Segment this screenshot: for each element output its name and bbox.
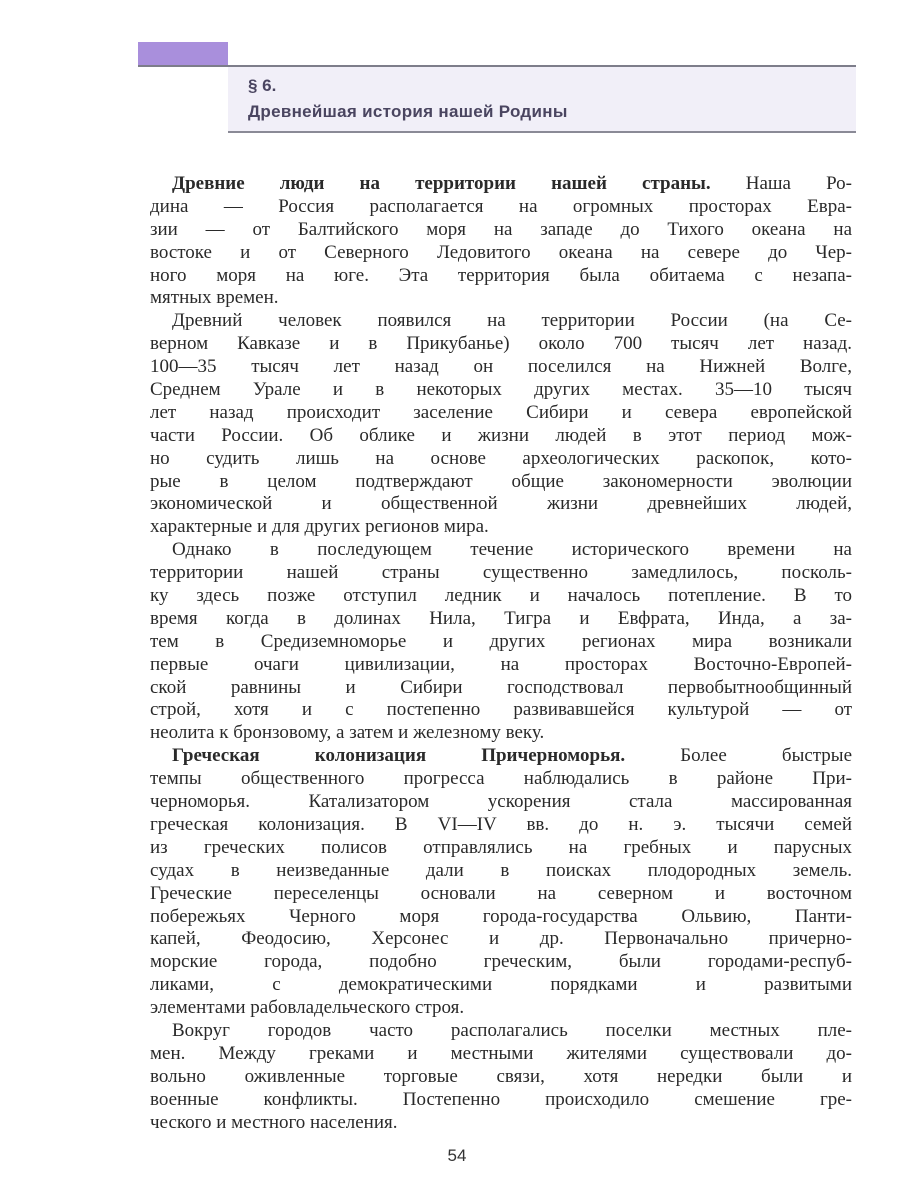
text-line bbox=[150, 493, 852, 516]
text-line bbox=[150, 837, 852, 860]
text-line bbox=[150, 196, 852, 219]
text-line bbox=[150, 1066, 852, 1089]
line-text: ного моря на юге. Эта территория была обитаема с незапа- bbox=[150, 264, 852, 286]
text-line bbox=[150, 1089, 852, 1112]
line-text: морские города, подобно греческим, были городами-респуб- bbox=[150, 951, 852, 973]
text-line bbox=[150, 287, 852, 310]
line-text: характерные и для других регионов мира. bbox=[150, 516, 489, 538]
text-line bbox=[150, 791, 852, 814]
line-text: ликами, с демократическими порядками и развитыми bbox=[150, 974, 852, 996]
line-text: из греческих полисов отправлялись на гребных и парусных bbox=[150, 836, 852, 858]
line-text: ку здесь позже отступил ледник и началось потепление. В то bbox=[150, 585, 852, 607]
header-rule-bottom bbox=[228, 131, 856, 133]
line-text: ской равнины и Сибири господствовал первобытнообщинный bbox=[150, 676, 852, 698]
line-text: ческого и местного населения. bbox=[150, 1111, 398, 1133]
text-line bbox=[150, 608, 852, 631]
text-line bbox=[150, 310, 852, 333]
line-text: черноморья. Катализатором ускорения стала массированная bbox=[150, 791, 852, 813]
text-line bbox=[150, 997, 852, 1020]
body-text bbox=[150, 173, 852, 1134]
text-line bbox=[150, 722, 852, 745]
text-line bbox=[150, 928, 852, 951]
text-line bbox=[150, 699, 852, 722]
text-line bbox=[150, 379, 852, 402]
line-text: Вокруг городов часто располагались поселки местных пле- bbox=[172, 1019, 852, 1041]
page-number: 54 bbox=[447, 1146, 467, 1165]
text-line bbox=[150, 448, 852, 471]
line-text: неолита к бронзовому, а затем и железному веку. bbox=[150, 722, 545, 744]
line-text: Однако в последующем течение исторического времени на bbox=[172, 539, 852, 561]
text-line bbox=[150, 1112, 852, 1135]
paragraph bbox=[150, 1020, 852, 1134]
text-line bbox=[150, 677, 852, 700]
line-text: рые в целом подтверждают общие закономерности эволюции bbox=[150, 470, 852, 492]
line-text: дина — Россия располагается на огромных просторах Евра- bbox=[150, 195, 852, 217]
paragraph-lead: Греческая колонизация Причерноморья. bbox=[172, 745, 626, 767]
line-text: Греческие переселенцы основали на северном и восточном bbox=[150, 882, 852, 904]
section-title: Древнейшая история нашей Родины bbox=[248, 102, 568, 121]
text-line bbox=[150, 654, 852, 677]
text-line bbox=[150, 1043, 852, 1066]
section-color-tab bbox=[138, 42, 228, 66]
line-text: части России. Об облике и жизни людей в этот период мож- bbox=[150, 424, 852, 446]
line-text: но судить лишь на основе археологических раскопок, кото- bbox=[150, 447, 852, 469]
text-line bbox=[150, 356, 852, 379]
line-text: верном Кавказе и в Прикубанье) около 700 тысяч лет назад. bbox=[150, 333, 852, 355]
text-line bbox=[150, 219, 852, 242]
text-line bbox=[150, 562, 852, 585]
text-line bbox=[150, 265, 852, 288]
line-text: капей, Феодосию, Херсонес и др. Первоначально причерно- bbox=[150, 928, 852, 950]
text-line bbox=[150, 425, 852, 448]
line-text: Среднем Урале и в некоторых других местах. 35—10 тысяч bbox=[150, 379, 852, 401]
text-line bbox=[150, 906, 852, 929]
line-text: зии — от Балтийского моря на западе до Тихого океана на bbox=[150, 218, 852, 240]
text-line bbox=[150, 951, 852, 974]
line-text: греческая колонизация. В VI—IV вв. до н. э. тысячи семей bbox=[150, 813, 852, 835]
paragraph bbox=[150, 539, 852, 745]
section-number: § 6. bbox=[248, 76, 277, 95]
line-text: первые очаги цивилизации, на просторах Восточно-Европей- bbox=[150, 653, 852, 675]
text-line bbox=[150, 631, 852, 654]
text-line bbox=[150, 814, 852, 837]
text-line bbox=[150, 539, 852, 562]
line-text: Древний человек появился на территории России (на Се- bbox=[172, 310, 852, 332]
line-text: востоке и от Северного Ледовитого океана на севере до Чер- bbox=[150, 241, 852, 263]
text-line bbox=[150, 333, 852, 356]
line-text: Наша Ро- bbox=[710, 173, 852, 194]
line-text: Более быстрые bbox=[625, 745, 852, 767]
line-text: военные конфликты. Постепенно происходило смешение гре- bbox=[150, 1088, 852, 1110]
line-text: строй, хотя и с постепенно развивавшейся культурой — от bbox=[150, 699, 852, 721]
line-text: мятных времен. bbox=[150, 287, 279, 309]
line-text: тем в Средиземноморье и других регионах мира возникали bbox=[150, 630, 852, 652]
paragraph bbox=[150, 745, 852, 1020]
paragraph-lead: Древние люди на территории нашей страны. bbox=[172, 173, 711, 194]
text-line bbox=[150, 402, 852, 425]
text-line bbox=[150, 242, 852, 265]
paragraph bbox=[150, 173, 852, 310]
line-text: 100—35 тысяч лет назад он поселился на Нижней Волге, bbox=[150, 356, 852, 378]
text-line bbox=[150, 585, 852, 608]
text-line bbox=[150, 860, 852, 883]
line-text: мен. Между греками и местными жителями существовали до- bbox=[150, 1042, 852, 1064]
text-line bbox=[150, 1020, 852, 1043]
line-text: побережьях Черного моря города-государства Ольвию, Панти- bbox=[150, 905, 852, 927]
text-line bbox=[150, 516, 852, 539]
text-line bbox=[150, 974, 852, 997]
line-text: судах в неизведанные дали в поисках плодородных земель. bbox=[150, 859, 852, 881]
text-line bbox=[150, 173, 852, 196]
text-line bbox=[150, 745, 852, 768]
line-text: территории нашей страны существенно замедлилось, посколь- bbox=[150, 562, 852, 584]
line-text: лет назад происходит заселение Сибири и севера европейской bbox=[150, 401, 852, 423]
line-text: экономической и общественной жизни древнейших людей, bbox=[150, 493, 852, 515]
text-line bbox=[150, 471, 852, 494]
text-line bbox=[150, 883, 852, 906]
paragraph bbox=[150, 310, 852, 539]
line-text: темпы общественного прогресса наблюдались в районе При- bbox=[150, 768, 852, 790]
line-text: время когда в долинах Нила, Тигра и Евфрата, Инда, а за- bbox=[150, 607, 852, 629]
line-text: элементами рабовладельческого строя. bbox=[150, 997, 465, 1019]
line-text: вольно оживленные торговые связи, хотя нередки были и bbox=[150, 1065, 852, 1087]
text-line bbox=[150, 768, 852, 791]
